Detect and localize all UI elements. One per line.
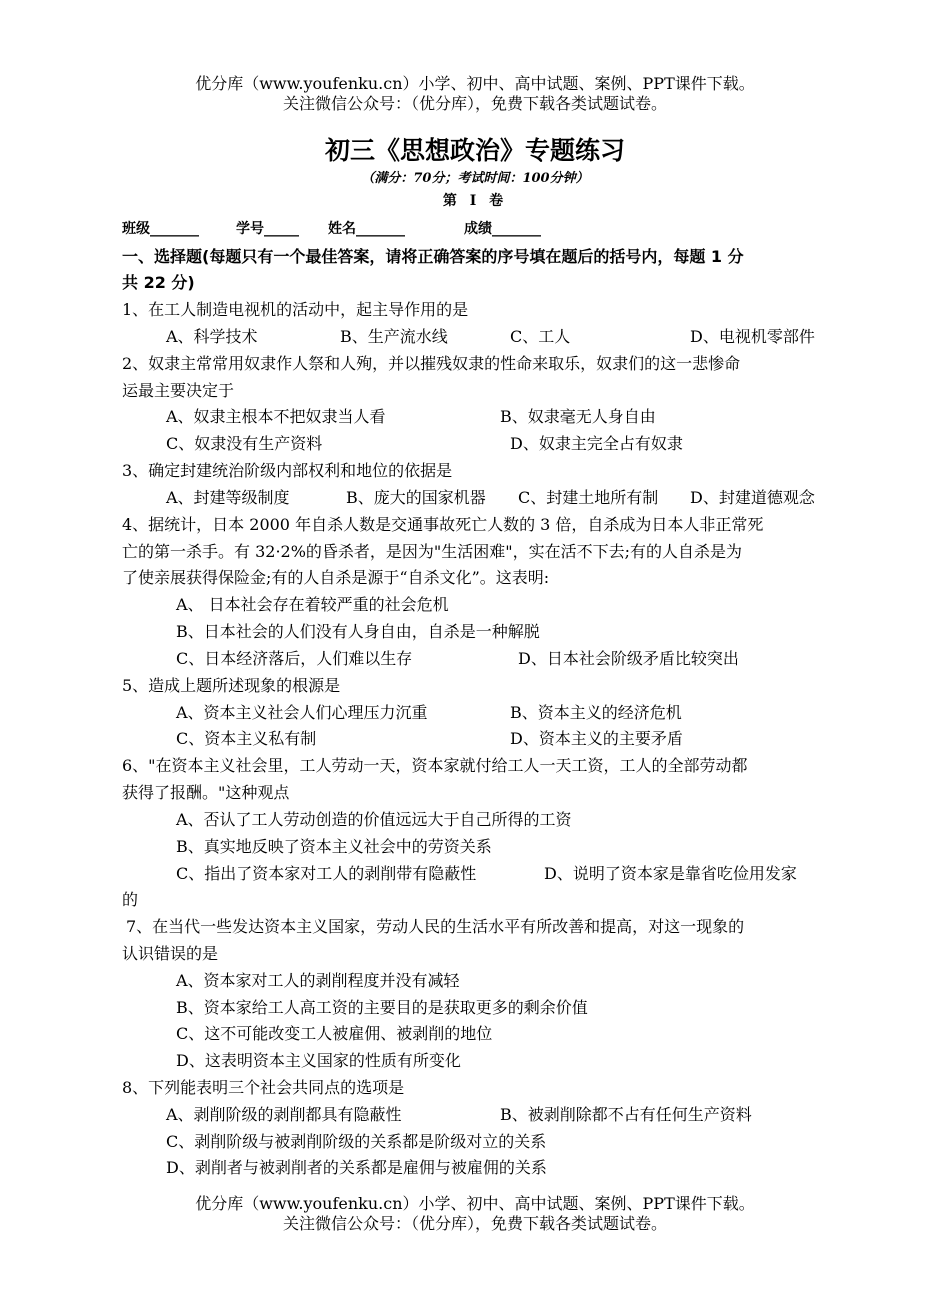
question-5-option-c: C、资本主义私有制 bbox=[176, 729, 317, 748]
question-3-stem: 3、确定封建统治阶级内部权利和地位的依据是 bbox=[122, 461, 453, 480]
footer-line-1: 优分库（www.youfenku.cn）小学、初中、高中试题、案例、PPT课件下载。 bbox=[195, 1194, 755, 1213]
question-2-option-a: A、奴隶主根本不把奴隶当人看 bbox=[166, 407, 386, 426]
page-title: 初三《思想政治》专题练习 bbox=[324, 136, 625, 165]
question-3-option-c: C、封建土地所有制 bbox=[518, 488, 659, 507]
question-8-stem: 8、下列能表明三个社会共同点的选项是 bbox=[122, 1078, 405, 1097]
question-5-stem: 5、造成上题所述现象的根源是 bbox=[122, 676, 341, 695]
paper-label: 第 I 卷 bbox=[442, 193, 508, 209]
question-1-stem: 1、在工人制造电视机的活动中，起主导作用的是 bbox=[122, 300, 469, 319]
question-2-option-b: B、奴隶毫无人身自由 bbox=[500, 407, 656, 426]
page-subtitle: （满分：70分；考试时间：100分钟） bbox=[361, 171, 589, 186]
question-5-option-b: B、资本主义的经济危机 bbox=[510, 703, 682, 722]
question-6-option-a: A、否认了工人劳动创造的价值远远大于自己所得的工资 bbox=[176, 810, 572, 829]
section-heading-line-2: 共 22 分) bbox=[122, 273, 195, 292]
question-6-stem-line-2: 获得了报酬。"这种观点 bbox=[122, 783, 290, 802]
question-4-option-c: C、日本经济落后，人们难以生存 bbox=[176, 649, 413, 668]
question-7-option-d: D、这表明资本主义国家的性质有所变化 bbox=[176, 1051, 461, 1070]
header-line-2: 关注微信公众号：（优分库），免费下载各类试题试卷。 bbox=[282, 94, 667, 113]
question-8-option-b: B、被剥削除都不占有任何生产资料 bbox=[500, 1105, 752, 1124]
question-8-option-c: C、剥削阶级与被剥削阶级的关系都是阶级对立的关系 bbox=[166, 1132, 547, 1151]
question-4-stem-line-2: 亡的第一杀手。有 32·2%的昏杀者，是因为"生活困难"，实在活不下去;有的人自杀是为 bbox=[122, 542, 743, 561]
question-6-option-d-continued: 的 bbox=[122, 890, 139, 909]
question-7-option-a: A、资本家对工人的剥削程度并没有减轻 bbox=[176, 971, 460, 990]
question-1-option-d: D、电视机零部件 bbox=[690, 327, 815, 346]
question-3-option-d: D、封建道德观念 bbox=[690, 488, 815, 507]
question-6-option-c: C、指出了资本家对工人的剥削带有隐蔽性 bbox=[176, 864, 477, 883]
student-number-field: 学号_____ bbox=[236, 221, 299, 237]
question-5-option-a: A、资本主义社会人们心理压力沉重 bbox=[176, 703, 428, 722]
question-2-option-c: C、奴隶没有生产资料 bbox=[166, 434, 323, 453]
name-field: 姓名_______ bbox=[328, 221, 405, 237]
question-8-option-d: D、剥削者与被剥削者的关系都是雇佣与被雇佣的关系 bbox=[166, 1158, 547, 1177]
question-3-option-a: A、封建等级制度 bbox=[166, 488, 290, 507]
section-heading-line-1: 一、选择题(每题只有一个最佳答案，请将正确答案的序号填在题后的括号内，每题 1 分 bbox=[122, 247, 744, 266]
question-4-option-a: A、 日本社会存在着较严重的社会危机 bbox=[176, 595, 449, 614]
question-4-stem-line-3: 了使亲展获得保险金;有的人自杀是源于“自杀文化”。这表明: bbox=[122, 568, 550, 587]
student-info-fields bbox=[122, 218, 541, 238]
question-7-stem-line-1: 7、在当代一些发达资本主义国家，劳动人民的生活水平有所改善和提高，对这一现象的 bbox=[126, 917, 745, 936]
question-7-option-c: C、这不可能改变工人被雇佣、被剥削的地位 bbox=[176, 1024, 493, 1043]
question-1-option-a: A、科学技术 bbox=[166, 327, 258, 346]
question-4-option-d: D、日本社会阶级矛盾比较突出 bbox=[518, 649, 739, 668]
question-2-stem-line-1: 2、奴隶主常常用奴隶作人祭和人殉，并以摧残奴隶的性命来取乐，奴隶们的这一悲惨命 bbox=[122, 354, 741, 373]
question-6-option-d: D、说明了资本家是靠省吃俭用发家 bbox=[544, 864, 797, 883]
question-4-option-b: B、日本社会的人们没有人身自由，自杀是一种解脱 bbox=[176, 622, 540, 641]
question-3-option-b: B、庞大的国家机器 bbox=[346, 488, 486, 507]
question-7-stem-line-2: 认识错误的是 bbox=[122, 944, 219, 963]
question-2-stem-line-2: 运最主要决定于 bbox=[122, 381, 235, 400]
question-6-option-b: B、真实地反映了资本主义社会中的劳资关系 bbox=[176, 837, 492, 856]
question-1-option-b: B、生产流水线 bbox=[340, 327, 448, 346]
header-line-1: 优分库（www.youfenku.cn）小学、初中、高中试题、案例、PPT课件下载。 bbox=[195, 74, 755, 93]
footer-line-2: 关注微信公众号：（优分库），免费下载各类试题试卷。 bbox=[282, 1214, 667, 1233]
question-7-option-b: B、资本家给工人高工资的主要目的是获取更多的剩余价值 bbox=[176, 998, 588, 1017]
question-6-stem-line-1: 6、"在资本主义社会里，工人劳动一天，资本家就付给工人一天工资，工人的全部劳动都 bbox=[122, 756, 748, 775]
class-field: 班级_______ bbox=[122, 221, 199, 237]
question-5-option-d: D、资本主义的主要矛盾 bbox=[510, 729, 683, 748]
question-1-option-c: C、工人 bbox=[510, 327, 571, 346]
question-4-stem-line-1: 4、据统计，日本 2000 年自杀人数是交通事故死亡人数的 3 倍，自杀成为日本人非正常死 bbox=[122, 515, 764, 534]
question-8-option-a: A、剥削阶级的剥削都具有隐蔽性 bbox=[166, 1105, 402, 1124]
question-2-option-d: D、奴隶主完全占有奴隶 bbox=[510, 434, 683, 453]
score-field: 成绩_______ bbox=[464, 221, 541, 237]
